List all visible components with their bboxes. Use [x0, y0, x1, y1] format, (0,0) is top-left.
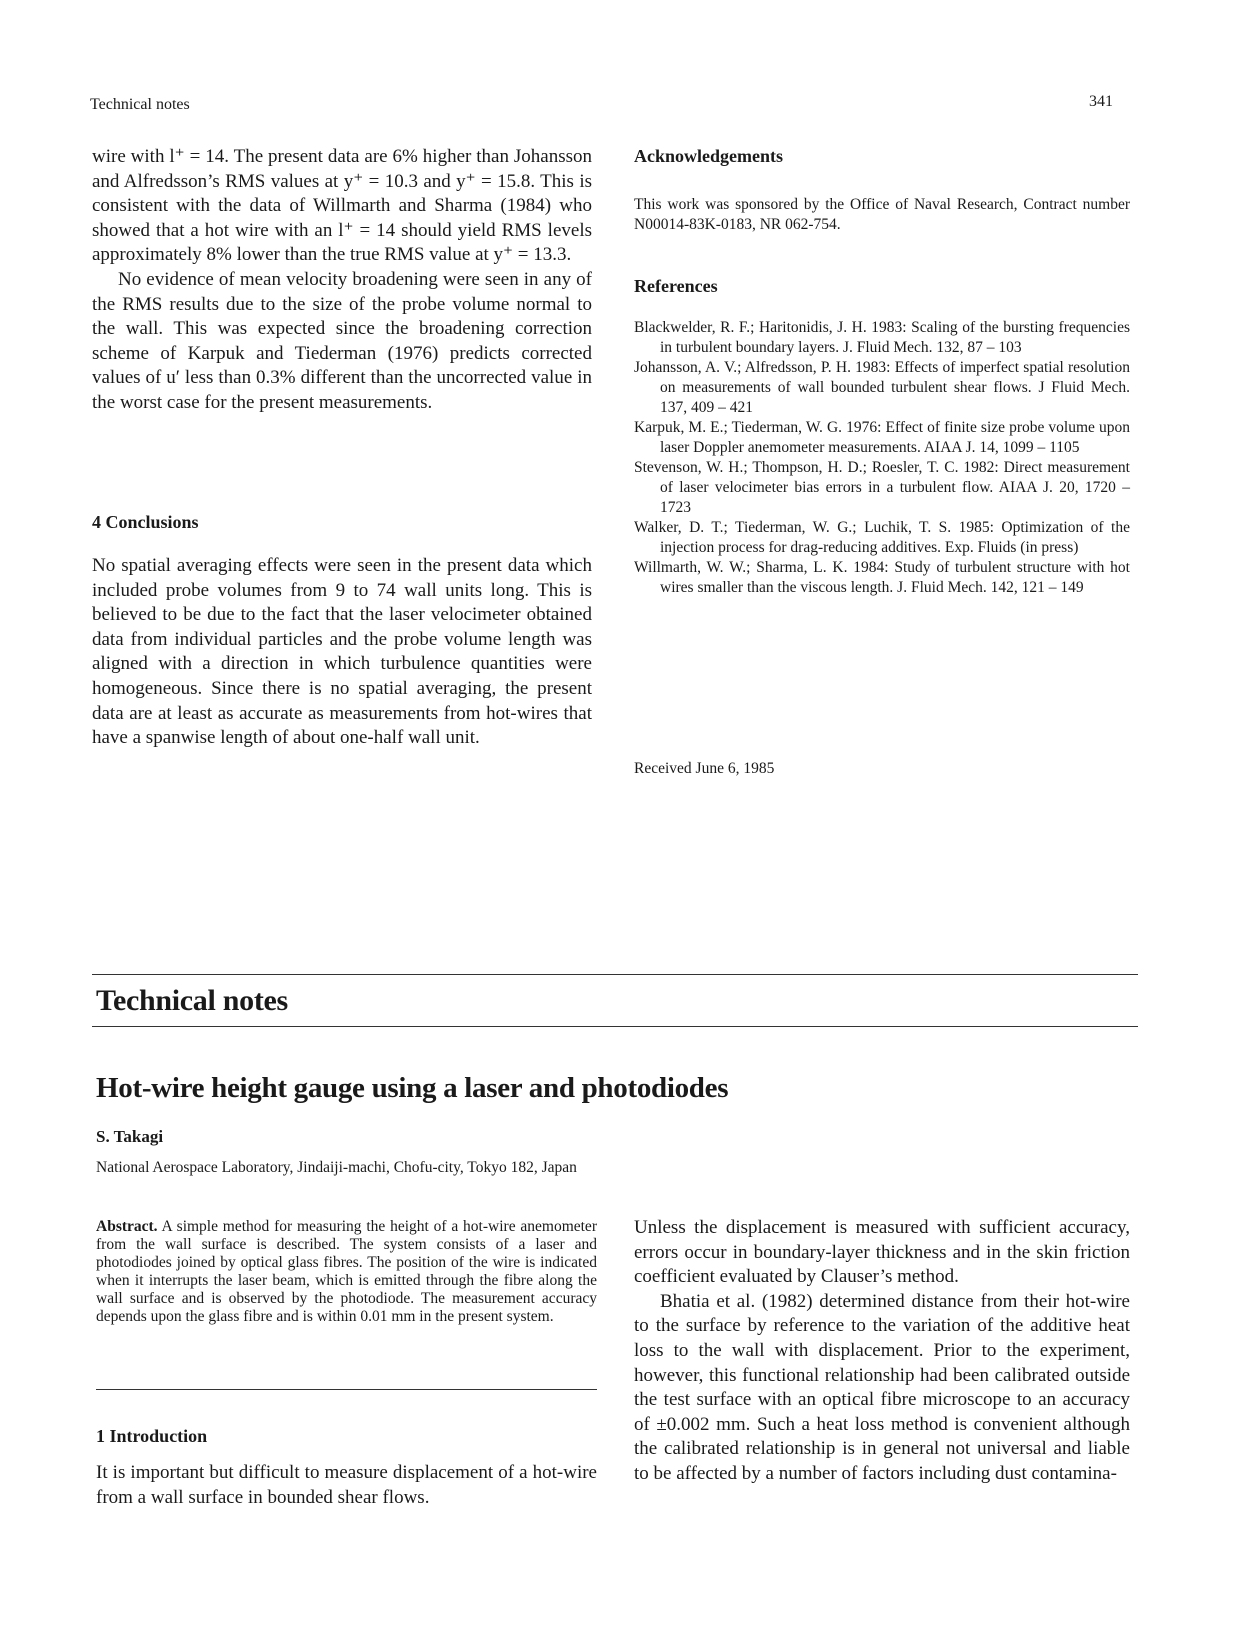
paragraph: Bhatia et al. (1982) determined distance from their hot-wire to the surface by reference to the variation of the additive heat loss to the wall with displacement. Prior to the experiment, however, this functional relationship had been calibrated outside the test surface with an optical fibre microscope to an accuracy of ±0.002 mm. Such a heat loss method is convenient although the calibrated relationship is in general not universal and liable to be affected by a number of factors including dust contamina-: [634, 1290, 1130, 1484]
introduction-text-block: [96, 1461, 597, 1510]
page-number: 341: [1089, 93, 1113, 110]
conclusions-text-block: [92, 554, 592, 751]
abstract-rule: [96, 1389, 597, 1390]
section-banner-title: Technical notes: [96, 984, 288, 1017]
article-right-column: [634, 1216, 1130, 1487]
paragraph: It is important but difficult to measure displacement of a hot-wire from a wall surface in bounded shear flows.: [96, 1462, 597, 1508]
section-heading-references: References: [634, 276, 718, 296]
paragraph: wire with l⁺ = 14. The present data are 6% higher than Johansson and Alfredsson’s RMS values at y⁺ = 10.3 and y⁺ = 15.8. This is consistent with the data of Willmarth and Sharma (1984) who showed that a hot wire with an l⁺ = 14 should yield RMS levels approximately 8% lower than the true RMS value at y⁺ = 13.3.: [92, 146, 592, 266]
paragraph: No evidence of mean velocity broadening were seen in any of the RMS results due to the size of the probe volume normal to the wall. This was expected since the broadening correction scheme of Karpuk and Tiederman (1976) predicts corrected values of u′ less than 0.3% different than the uncorrected value in the worst case for the present measurements.: [92, 268, 592, 413]
reference-item: Karpuk, M. E.; Tiederman, W. G. 1976: Effect of finite size probe volume upon laser Doppler anemometer measurements. AIAA J. 14, 1099 – 1105: [634, 419, 1130, 456]
running-head: Technical notes: [90, 96, 190, 113]
article-title: Hot-wire height gauge using a laser and photodiodes: [96, 1072, 729, 1104]
banner-top-rule: [92, 974, 1138, 975]
reference-item: Stevenson, W. H.; Thompson, H. D.; Roesler, T. C. 1982: Direct measurement of laser velocimeter bias errors in a turbulent flow. AIAA J. 20, 1720 – 1723: [634, 459, 1130, 516]
author-affiliation: National Aerospace Laboratory, Jindaiji-machi, Chofu-city, Tokyo 182, Japan: [96, 1159, 577, 1176]
abstract-label: Abstract.: [96, 1218, 158, 1235]
reference-item: Willmarth, W. W.; Sharma, L. K. 1984: Study of turbulent structure with hot wires smaller than the viscous length. J. Fluid Mech. 142, 121 – 149: [634, 559, 1130, 596]
section-heading-introduction: 1 Introduction: [96, 1426, 208, 1446]
reference-item: Johansson, A. V.; Alfredsson, P. H. 1983: Effects of imperfect spatial resolution on measurements of wall bounded turbulent shear flows. J Fluid Mech. 137, 409 – 421: [634, 359, 1130, 416]
paragraph: No spatial averaging effects were seen in the present data which included probe volumes from 9 to 74 wall units long. This is believed to be due to the fact that the laser velocimeter obtained data from individual particles and the probe volume length was aligned with a direction in which turbulence quantities were homogeneous. Since there is no spatial averaging, the present data are at least as accurate as measurements from hot-wires that have a spanwise length of about one-half wall unit.: [92, 555, 592, 749]
reference-item: Blackwelder, R. F.; Haritonidis, J. H. 1983: Scaling of the bursting frequencies in turbulent boundary layers. J. Fluid Mech. 132, 87 – 103: [634, 319, 1130, 356]
section-heading-conclusions: 4 Conclusions: [92, 512, 199, 532]
received-date: Received June 6, 1985: [634, 760, 775, 777]
abstract-text: A simple method for measuring the height of a hot-wire anemometer from the wall surface is described. The system consists of a laser and photodiodes joined by optical glass fibres. The position of the wire is indicated when it interrupts the laser beam, which is emitted through the fibre along the wall surface and is observed by the photodiode. The measurement accuracy depends upon the glass fibre and is within 0.01 mm in the present system.: [96, 1218, 597, 1325]
banner-bottom-rule: [92, 1026, 1138, 1027]
left-column-top: [92, 145, 592, 416]
abstract-block: [96, 1218, 597, 1326]
reference-item: Walker, D. T.; Tiederman, W. G.; Luchik, T. S. 1985: Optimization of the injection process for drag-reducing additives. Exp. Fluids (in press): [634, 519, 1130, 556]
author-name: S. Takagi: [96, 1127, 164, 1146]
acknowledgements-text: This work was sponsored by the Office of Naval Research, Contract number N00014-83K-0183, NR 062-754.: [634, 196, 1130, 233]
section-heading-acknowledgements: Acknowledgements: [634, 146, 783, 166]
reference-list: [634, 318, 1130, 598]
paragraph: Unless the displacement is measured with sufficient accuracy, errors occur in boundary-layer thickness and in the skin friction coefficient evaluated by Clauser’s method.: [634, 1217, 1130, 1288]
